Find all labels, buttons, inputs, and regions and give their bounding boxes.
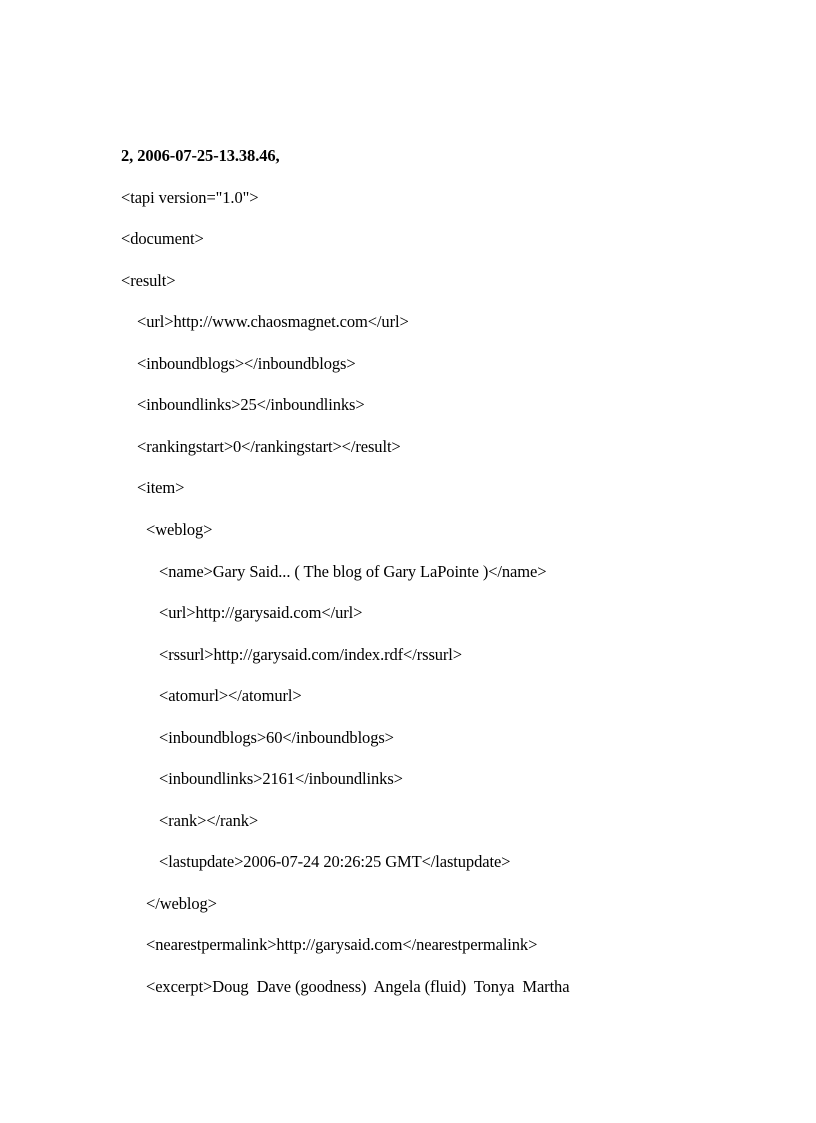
- xml-line-rank: <rank></rank>: [159, 811, 259, 830]
- xml-line-tapi: <tapi version="1.0">: [121, 188, 259, 207]
- xml-line-url: <url>http://www.chaosmagnet.com</url>: [137, 312, 409, 331]
- xml-line-excerpt: <excerpt>Doug Dave (goodness) Angela (fluid) Tonya Martha: [146, 977, 570, 996]
- xml-line-weblog-close: </weblog>: [146, 894, 217, 913]
- xml-line-lastupdate: <lastupdate>2006-07-24 20:26:25 GMT</lastupdate>: [159, 852, 511, 871]
- xml-line-nearestpermalink: <nearestpermalink>http://garysaid.com</nearestpermalink>: [146, 935, 538, 954]
- xml-line-item: <item>: [137, 478, 185, 497]
- document-header: 2, 2006-07-25-13.38.46,: [121, 146, 280, 165]
- xml-line-atomurl: <atomurl></atomurl>: [159, 686, 302, 705]
- xml-line-weblog-open: <weblog>: [146, 520, 213, 539]
- xml-line-inboundblogs: <inboundblogs></inboundblogs>: [137, 354, 356, 373]
- xml-line-weblog-inboundblogs: <inboundblogs>60</inboundblogs>: [159, 728, 394, 747]
- xml-line-weblog-inboundlinks: <inboundlinks>2161</inboundlinks>: [159, 769, 403, 788]
- xml-line-inboundlinks: <inboundlinks>25</inboundlinks>: [137, 395, 365, 414]
- xml-line-rankingstart: <rankingstart>0</rankingstart></result>: [137, 437, 401, 456]
- xml-line-result: <result>: [121, 271, 176, 290]
- xml-line-name: <name>Gary Said... ( The blog of Gary LaPointe )</name>: [159, 562, 547, 581]
- xml-line-document: <document>: [121, 229, 204, 248]
- xml-line-rssurl: <rssurl>http://garysaid.com/index.rdf</rssurl>: [159, 645, 462, 664]
- xml-line-weblog-url: <url>http://garysaid.com</url>: [159, 603, 363, 622]
